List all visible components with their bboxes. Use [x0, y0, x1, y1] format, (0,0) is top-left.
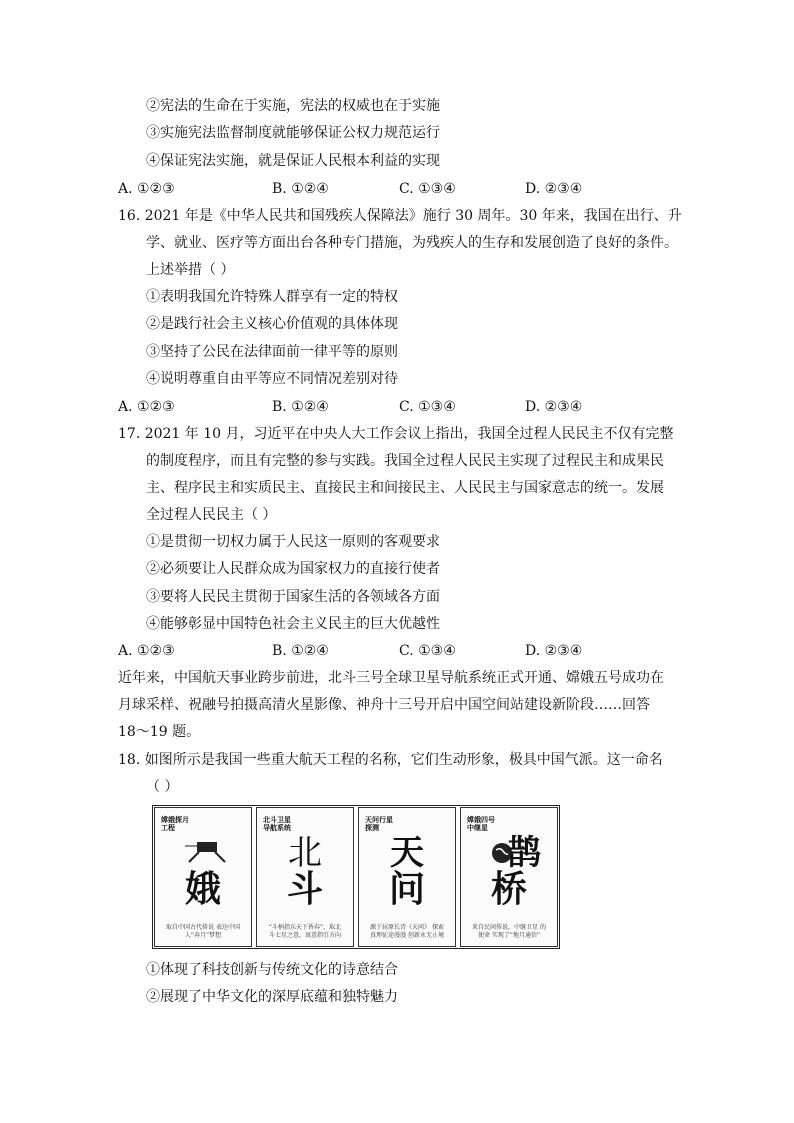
poster-note: 取自中国古代传说 表达中国人“奔月”梦想 [166, 924, 240, 939]
poster-char-bottom: 娥 [184, 869, 221, 910]
q16-stem-line-2: 学、就业、医疗等方面出台各种专门措施，为残疾人的生存和发展创造了良好的条件。 [146, 235, 678, 251]
q15-statement-3: ③实施宪法监督制度就能够保证公权力规范运行 [146, 125, 440, 141]
q16-statement-1: ①表明我国允许特殊人群享有一定的特权 [146, 289, 398, 305]
poster-tag: 天问行星探测 [365, 816, 393, 832]
poster-change [154, 807, 252, 947]
q16-statement-4: ④说明尊重自由平等应不同情况差别对待 [146, 371, 398, 387]
q17-stem-line-3: 主、程序民主和实质民主、直接民主和间接民主、人民民主与国家意志的统一。发展 [146, 480, 664, 496]
q18-statement-1: ①体现了科技创新与传统文化的诗意结合 [146, 962, 398, 978]
q17-stem-line-1: 17. 2021 年 10 月，习近平在中央人大工作会议上指出，我国全过程人民民主不仅有完整 [118, 426, 674, 442]
intro-line-3: 18～19 题。 [118, 724, 201, 740]
space-project-posters [152, 805, 560, 949]
poster-queqiao [460, 807, 558, 947]
poster-char-top: 鹊 [507, 833, 541, 873]
q16-statement-3: ③坚持了公民在法律面前一律平等的原则 [146, 344, 398, 360]
lander-icon [185, 836, 229, 866]
q16-statement-2: ②是践行社会主义核心价值观的具体体现 [146, 316, 398, 332]
q17-option-c[interactable]: C. ①③④ [399, 643, 456, 659]
q18-statement-2: ②展现了中华文化的深厚底蕴和独特魅力 [146, 989, 398, 1005]
intro-line-1: 近年来，中国航天事业跨步前进，北斗三号全球卫星导航系统正式开通、嫦娥五号成功在 [118, 670, 664, 686]
q15-statement-2: ②宪法的生命在于实施，宪法的权威也在于实施 [146, 98, 440, 114]
q16-stem-line-1: 16. 2021 年是《中华人民共和国残疾人保障法》施行 30 周年。30 年来，我国在出行、升 [118, 208, 682, 224]
q18-stem-line-2: （ ） [146, 779, 179, 795]
poster-tag: 嫦娥探月工程 [161, 816, 189, 832]
q17-option-d[interactable]: D. ②③④ [525, 643, 583, 659]
q17-statement-3: ③要将人民民主贯彻于国家生活的各领域各方面 [146, 589, 440, 605]
poster-note: 来自民间传说，中继卫星 的使命 实现了“地月通信” [472, 924, 546, 939]
q15-option-a[interactable]: A. ①②③ [118, 181, 175, 197]
q18-stem-line-1: 18. 如图所示是我国一些重大航天工程的名称，它们生动形象，极具中国气派。这一命名 [118, 752, 663, 768]
q15-option-c[interactable]: C. ①③④ [399, 181, 456, 197]
poster-tianwen [358, 807, 456, 947]
q15-option-b[interactable]: B. ①②④ [272, 181, 329, 197]
poster-char-bottom: 问 [388, 869, 425, 910]
q17-statement-1: ①是贯彻一切权力属于人民这一原则的客观要求 [146, 534, 440, 550]
poster-char-top: 天 [390, 833, 424, 873]
poster-tag: 北斗卫星导航系统 [263, 816, 291, 832]
poster-char-bottom: 桥 [490, 869, 527, 910]
q16-stem-line-3: 上述举措（ ） [146, 262, 235, 278]
q16-option-b[interactable]: B. ①②④ [272, 399, 329, 415]
q17-option-a[interactable]: A. ①②③ [118, 643, 175, 659]
q15-option-d[interactable]: D. ②③④ [525, 181, 583, 197]
q17-statement-2: ②必须要让人民群众成为国家权力的直接行使者 [146, 561, 440, 577]
q17-stem-line-4: 全过程人民民主（ ） [146, 507, 277, 523]
q17-statement-4: ④能够彰显中国特色社会主义民主的巨大优越性 [146, 616, 440, 632]
poster-char-top: 北 [288, 833, 322, 873]
q17-option-b[interactable]: B. ①②④ [272, 643, 329, 659]
poster-note: 源于屈原长诗《天问》 探索真理征途漫漫 创新永无止境 [370, 924, 444, 939]
q16-option-a[interactable]: A. ①②③ [118, 399, 175, 415]
poster-char-bottom: 斗 [286, 869, 323, 910]
poster-tag: 嫦娥四号中继星 [467, 816, 495, 832]
q16-option-c[interactable]: C. ①③④ [399, 399, 456, 415]
q16-option-d[interactable]: D. ②③④ [525, 399, 583, 415]
poster-note: “斗柄指东天下皆春”，取北斗七星之意，寓意指引方向 [268, 924, 342, 939]
q17-stem-line-2: 的制度程序，而且有完整的参与实践。我国全过程人民民主实现了过程民主和成果民 [146, 453, 664, 469]
q15-statement-4: ④保证宪法实施，就是保证人民根本利益的实现 [146, 153, 440, 169]
poster-beidou [256, 807, 354, 947]
intro-line-2: 月球采样、祝融号拍摄高清火星影像、神舟十三号开启中国空间站建设新阶段……回答 [118, 697, 650, 713]
